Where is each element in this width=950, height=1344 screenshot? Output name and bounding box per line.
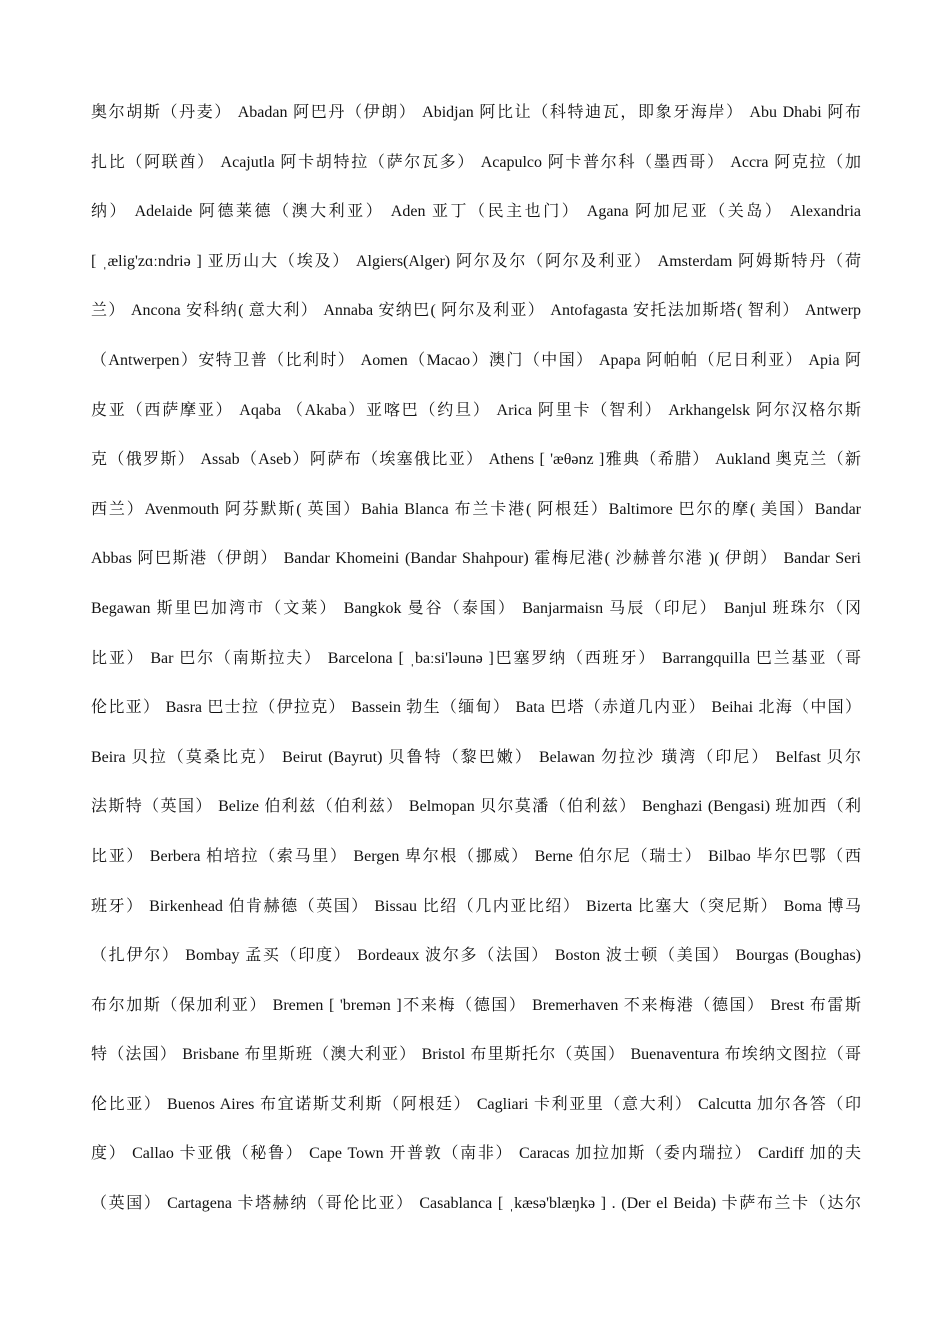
text-line: Abbas 阿巴斯港（伊朗） Bandar Khomeini (Bandar Shahpour) 霍梅尼港( 沙赫普尔港 )( 伊朗） Bandar Seri [91,550,861,568]
text-line: 纳） Adelaide 阿德莱德（澳大利亚） Aden 亚丁（民主也门） Agana 阿加尼亚（关岛） Alexandria [91,203,861,221]
text-line: 兰） Ancona 安科纳( 意大利） Annaba 安纳巴( 阿尔及利亚） Antofagasta 安托法加斯塔( 智利） Antwerp [91,302,861,320]
text-line: 扎比（阿联酋） Acajutla 阿卡胡特拉（萨尔瓦多） Acapulco 阿卡普尔科（墨西哥） Accra 阿克拉（加 [91,153,861,171]
text-line: 布尔加斯（保加利亚） Bremen [ 'bremən ]不来梅（德国） Bremerhaven 不来梅港（德国） Brest 布雷斯 [91,996,861,1014]
text-line: 克（俄罗斯） Assab（Aseb）阿萨布（埃塞俄比亚） Athens [ 'æθənz ]雅典（希腊） Aukland 奥克兰（新 [91,451,861,469]
text-line: 法斯特（英国） Belize 伯利兹（伯利兹） Belmopan 贝尔莫潘（伯利兹） Benghazi (Bengasi) 班加西（利 [91,798,861,816]
text-line: 特（法国） Brisbane 布里斯班（澳大利亚） Bristol 布里斯托尔（英国） Buenaventura 布埃纳文图拉（哥 [91,1046,861,1064]
text-line: 西兰）Avenmouth 阿芬默斯( 英国）Bahia Blanca 布兰卡港( 阿根廷）Baltimore 巴尔的摩( 美国）Bandar [91,500,861,518]
text-line: Begawan 斯里巴加湾市（文莱） Bangkok 曼谷（泰国） Banjarmaisn 马辰（印尼） Banjul 班珠尔（冈 [91,599,861,617]
text-line: （Antwerpen）安特卫普（比利时） Aomen（Macao）澳门（中国） Apapa 阿帕帕（尼日利亚） Apia 阿 [91,351,861,369]
document-page [91,88,861,1229]
text-line: 比亚） Bar 巴尔（南斯拉夫） Barcelona [ ˌbaːsi'ləunə ]巴塞罗纳（西班牙） Barrangquilla 巴兰基亚（哥 [91,649,861,667]
text-line: 度） Callao 卡亚俄（秘鲁） Cape Town 开普敦（南非） Caracas 加拉加斯（委内瑞拉） Cardiff 加的夫 [91,1145,861,1163]
text-line: 伦比亚） Buenos Aires 布宜诺斯艾利斯（阿根廷） Cagliari 卡利亚里（意大利） Calcutta 加尔各答（印 [91,1095,861,1113]
text-line: （英国） Cartagena 卡塔赫纳（哥伦比亚） Casablanca [ ˌkæsə'blæŋkə ] . (Der el Beida) 卡萨布兰卡（达尔 [91,1195,861,1213]
text-line: （扎伊尔） Bombay 孟买（印度） Bordeaux 波尔多（法国） Boston 波士顿（美国） Bourgas (Boughas) [91,947,861,965]
text-line: 比亚） Berbera 柏培拉（索马里） Bergen 卑尔根（挪威） Berne 伯尔尼（瑞士） Bilbao 毕尔巴鄂（西 [91,847,861,865]
text-line: 伦比亚） Basra 巴士拉（伊拉克） Bassein 勃生（缅甸） Bata 巴塔（赤道几内亚） Beihai 北海（中国） [91,699,861,717]
text-line: Beira 贝拉（莫桑比克） Beirut (Bayrut) 贝鲁特（黎巴嫩） Belawan 勿拉沙 璜湾（印尼） Belfast 贝尔 [91,748,861,766]
text-line: 皮亚（西萨摩亚） Aqaba （Akaba）亚喀巴（约旦） Arica 阿里卡（智利） Arkhangelsk 阿尔汉格尔斯 [91,401,861,419]
text-line: [ ˌælig'zɑːndriə ] 亚历山大（埃及） Algiers(Alger) 阿尔及尔（阿尔及利亚） Amsterdam 阿姆斯特丹（荷 [91,252,861,270]
text-line: 班牙） Birkenhead 伯肯赫德（英国） Bissau 比绍（几内亚比绍） Bizerta 比塞大（突尼斯） Boma 博马 [91,897,861,915]
text-line: 奥尔胡斯（丹麦） Abadan 阿巴丹（伊朗） Abidjan 阿比让（科特迪瓦，即象牙海岸） Abu Dhabi 阿布 [91,104,861,121]
